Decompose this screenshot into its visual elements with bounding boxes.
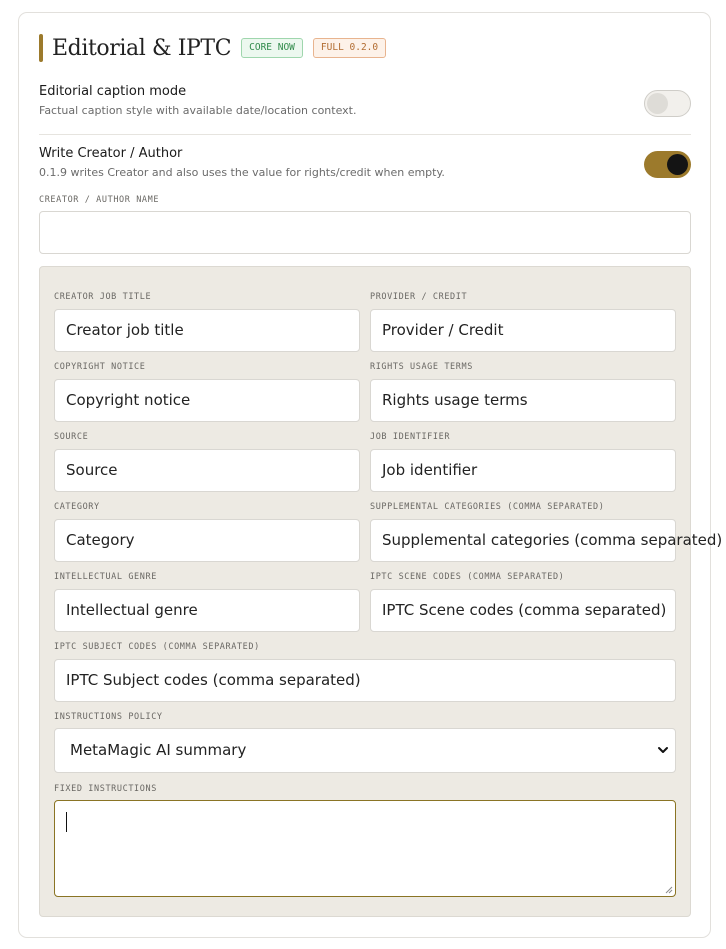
rights-usage-terms-label: RIGHTS USAGE TERMS <box>370 362 473 372</box>
section-accent-bar <box>39 34 43 62</box>
core-now-badge: CORE NOW <box>241 38 303 58</box>
iptc-scene-codes-label: IPTC SCENE CODES (COMMA SEPARATED) <box>370 572 565 582</box>
creator-job-title-input[interactable]: Creator job title <box>54 309 360 352</box>
editorial-iptc-card <box>18 12 723 938</box>
full-version-badge: FULL 0.2.0 <box>313 38 386 58</box>
chevron-down-icon <box>657 730 669 790</box>
write-creator-toggle[interactable] <box>644 151 691 178</box>
intellectual-genre-label: INTELLECTUAL GENRE <box>54 572 157 582</box>
iptc-scene-codes-input[interactable]: IPTC Scene codes (comma separated) <box>370 589 676 632</box>
resize-handle-icon[interactable] <box>665 886 673 894</box>
text-caret <box>66 812 67 832</box>
instructions-policy-label: INSTRUCTIONS POLICY <box>54 712 163 722</box>
copyright-notice-label: COPYRIGHT NOTICE <box>54 362 146 372</box>
iptc-fields-panel <box>39 266 723 917</box>
category-input[interactable]: Category <box>54 519 360 562</box>
iptc-subject-codes-label: IPTC SUBJECT CODES (COMMA SEPARATED) <box>54 642 260 652</box>
creator-name-input[interactable] <box>39 211 691 254</box>
instructions-policy-value: MetaMagic AI summary <box>70 741 247 759</box>
intellectual-genre-input[interactable]: Intellectual genre <box>54 589 360 632</box>
toggle-knob <box>647 93 668 114</box>
source-label: SOURCE <box>54 432 89 442</box>
instructions-policy-select[interactable] <box>54 728 676 773</box>
section-title: Editorial & IPTC <box>52 35 232 61</box>
rights-usage-terms-input[interactable]: Rights usage terms <box>370 379 676 422</box>
source-input[interactable]: Source <box>54 449 360 492</box>
editorial-caption-setting <box>39 84 691 117</box>
settings-divider <box>39 134 691 135</box>
supplemental-categories-label: SUPPLEMENTAL CATEGORIES (COMMA SEPARATED) <box>370 502 605 512</box>
toggle-knob <box>667 154 688 175</box>
supplemental-categories-input[interactable]: Supplemental categories (comma separated) <box>370 519 676 562</box>
editorial-caption-title: Editorial caption mode <box>39 84 187 99</box>
creator-job-title-label: CREATOR JOB TITLE <box>54 292 152 302</box>
iptc-subject-codes-input[interactable]: IPTC Subject codes (comma separated) <box>54 659 676 702</box>
category-label: CATEGORY <box>54 502 100 512</box>
fixed-instructions-label: FIXED INSTRUCTIONS <box>54 784 157 794</box>
creator-name-label: CREATOR / AUTHOR NAME <box>39 195 160 205</box>
section-header <box>39 33 396 63</box>
job-identifier-input[interactable]: Job identifier <box>370 449 676 492</box>
editorial-caption-toggle[interactable] <box>644 90 691 117</box>
write-creator-description: 0.1.9 writes Creator and also uses the value for rights/credit when empty. <box>39 166 445 179</box>
write-creator-title: Write Creator / Author <box>39 146 183 161</box>
copyright-notice-input[interactable]: Copyright notice <box>54 379 360 422</box>
editorial-caption-description: Factual caption style with available date/location context. <box>39 104 357 117</box>
job-identifier-label: JOB IDENTIFIER <box>370 432 451 442</box>
fixed-instructions-textarea[interactable] <box>54 800 676 897</box>
provider-credit-label: PROVIDER / CREDIT <box>370 292 468 302</box>
provider-credit-input[interactable]: Provider / Credit <box>370 309 676 352</box>
write-creator-setting <box>39 146 691 179</box>
